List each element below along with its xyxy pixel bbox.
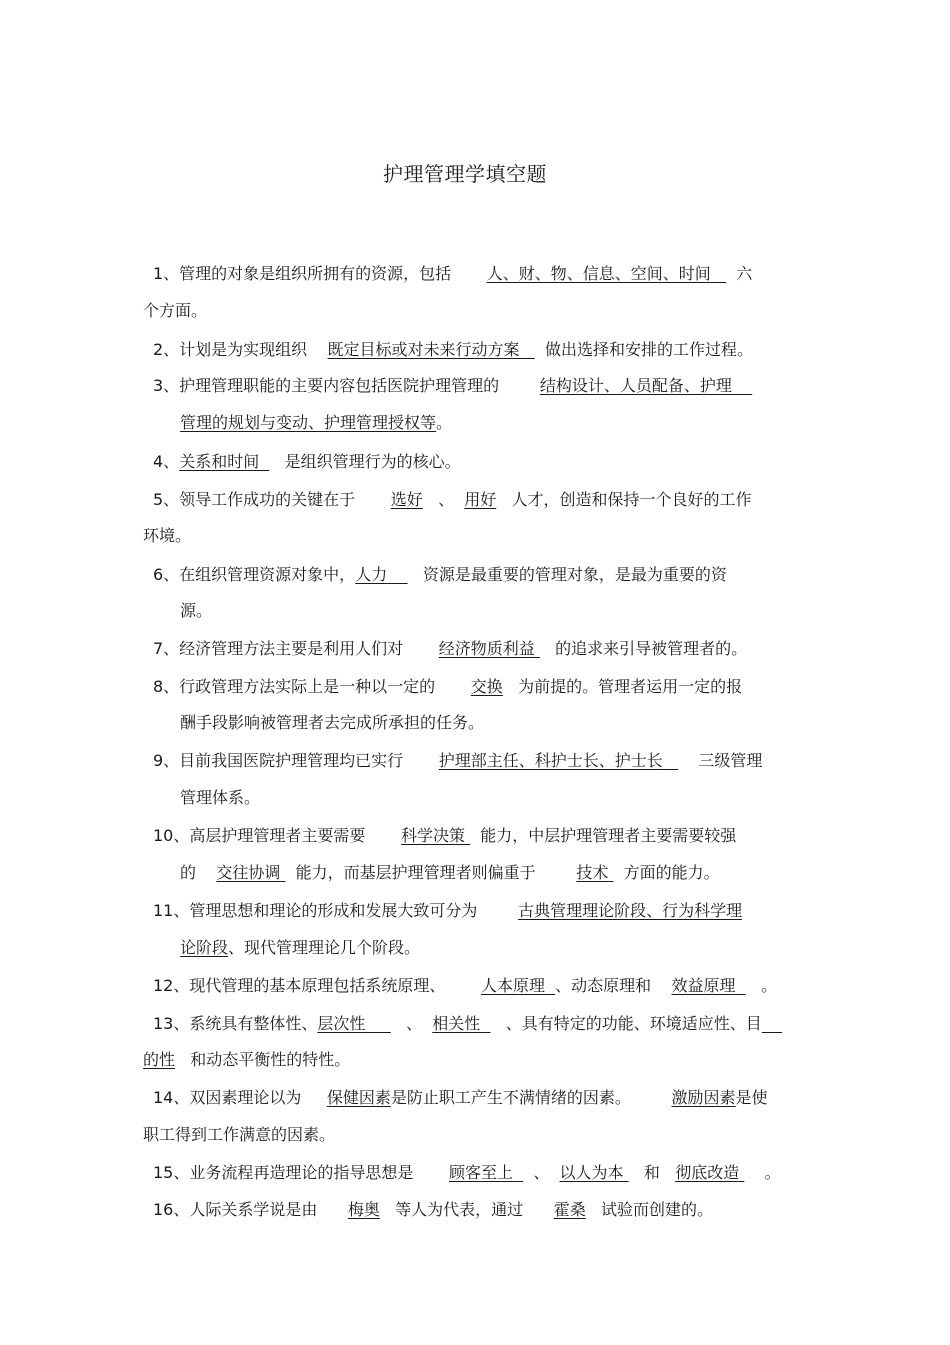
question-3-line-1 <box>153 375 823 397</box>
answer-blank: 论阶段 <box>180 938 229 957</box>
question-text: 方面的能力。 <box>623 863 720 882</box>
answer-blank: 关系和时间 <box>179 452 260 471</box>
question-text: 人才，创造和保持一个良好的工作 <box>511 490 752 509</box>
answer-blank: 技术 <box>576 863 609 882</box>
question-text: 12、现代管理的基本原理包括系统原理、 <box>153 976 446 995</box>
question-text: 六 <box>736 264 753 283</box>
question-text: 试验而创建的。 <box>600 1200 713 1219</box>
question-14-line-2 <box>143 1124 813 1146</box>
answer-blank: 梅奥 <box>347 1200 380 1219</box>
question-text: 和 <box>643 1163 660 1182</box>
question-text: 7、经济管理方法主要是利用人们对 <box>153 639 404 658</box>
page-title: 护理管理学填空题 <box>383 162 547 186</box>
question-text: 是防止职工产生不满情绪的因素。 <box>390 1088 631 1107</box>
question-1-line-1 <box>153 263 823 285</box>
answer-blank: 以人为本 <box>559 1163 624 1182</box>
question-text: 源。 <box>180 601 213 620</box>
answer-blank: 彻底改造 <box>675 1163 740 1182</box>
answer-blank: 效益原理 <box>671 976 736 995</box>
answer-blank: 交往协调 <box>216 863 281 882</box>
question-text: 、具有特定的功能、环境适应性、目 <box>505 1014 762 1033</box>
answer-blank: 科学决策 <box>400 826 465 845</box>
question-text: 10、高层护理管理者主要需要 <box>153 826 366 845</box>
question-text: 4、 <box>153 452 180 471</box>
question-text: 14、双因素理论以为 <box>153 1088 302 1107</box>
question-2-line-1 <box>153 339 823 361</box>
question-text: 。 <box>764 1163 781 1182</box>
answer-blank: 人力 <box>355 565 388 584</box>
question-text: 13、系统具有整体性、 <box>153 1014 318 1033</box>
answer-blank: 管理的规划与变动、护理管理授权等 <box>180 413 437 432</box>
question-text: 是组织管理行为的核心。 <box>284 452 461 471</box>
question-text: 6、在组织管理资源对象中， <box>153 565 356 584</box>
answer-blank: 人、财、物、信息、空间、时间 <box>486 264 711 283</box>
question-6-line-1 <box>153 564 823 586</box>
question-9-line-1 <box>153 750 823 772</box>
question-15-line-1 <box>153 1162 823 1184</box>
question-text: 、动态原理和 <box>555 976 652 995</box>
question-6-line-2 <box>180 600 850 622</box>
question-text: 能力，而基层护理管理者则偏重于 <box>295 863 536 882</box>
question-text: 管理体系。 <box>180 788 261 807</box>
question-12-line-1 <box>153 975 823 997</box>
question-3-line-2 <box>180 412 850 434</box>
question-text: 能力，中层护理管理者主要需要较强 <box>480 826 737 845</box>
answer-blank: 相关性 <box>432 1014 481 1033</box>
question-1-line-2 <box>143 300 813 322</box>
question-text: 为前提的。管理者运用一定的报 <box>518 677 743 696</box>
question-text: 8、行政管理方法实际上是一种以一定的 <box>153 677 436 696</box>
question-9-line-2 <box>180 787 850 809</box>
answer-blank: 激励因素 <box>671 1088 736 1107</box>
question-text: 、 <box>406 1014 423 1033</box>
answer-blank: 交换 <box>470 677 503 696</box>
question-13-line-2 <box>143 1049 813 1071</box>
question-text: 、 <box>438 490 455 509</box>
question-text: 。 <box>760 976 777 995</box>
answer-blank: 古典管理理论阶段、行为科学理 <box>518 901 743 920</box>
answer-blank: 霍桑 <box>553 1200 586 1219</box>
question-13-line-1 <box>153 1013 823 1035</box>
question-10-line-2 <box>180 862 850 884</box>
question-text: 9、目前我国医院护理管理均已实行 <box>153 751 404 770</box>
question-text: 2、计划是为实现组织 <box>153 340 308 359</box>
answer-blank: 护理部主任、科护士长、护士长 <box>438 751 663 770</box>
question-text: 5、领导工作成功的关键在于 <box>153 490 356 509</box>
question-5-line-1 <box>153 489 823 511</box>
question-text: 3、护理管理职能的主要内容包括医院护理管理的 <box>153 376 500 395</box>
answer-blank: 选好 <box>390 490 423 509</box>
question-16-line-1 <box>153 1199 823 1221</box>
question-text: 和动态平衡性的特性。 <box>190 1050 351 1069</box>
question-text: 、现代管理理论几个阶段。 <box>228 938 421 957</box>
question-11-line-2 <box>180 937 850 959</box>
question-text: 酬手段影响被管理者去完成所承担的任务。 <box>180 713 485 732</box>
question-8-line-1 <box>153 676 823 698</box>
question-text: 、 <box>533 1163 550 1182</box>
question-text: 三级管理 <box>698 751 763 770</box>
answer-blank: 顾客至上 <box>448 1163 513 1182</box>
answer-blank: 的性 <box>143 1050 176 1069</box>
question-text: 的 <box>180 863 197 882</box>
question-text: 个方面。 <box>143 301 208 320</box>
answer-blank: 结构设计、人员配备、护理 <box>539 376 732 395</box>
question-text: 16、人际关系学说是由 <box>153 1200 318 1219</box>
answer-blank: 保健因素 <box>326 1088 391 1107</box>
question-text: 资源是最重要的管理对象，是最为重要的资 <box>422 565 727 584</box>
question-4-line-1 <box>153 451 823 473</box>
answer-blank: 用好 <box>464 490 497 509</box>
question-8-line-2 <box>180 712 850 734</box>
question-text: 。 <box>436 413 453 432</box>
question-14-line-1 <box>153 1087 823 1109</box>
answer-blank: 层次性 <box>317 1014 366 1033</box>
answer-blank: 既定目标或对未来行动方案 <box>327 340 520 359</box>
question-text: 15、业务流程再造理论的指导思想是 <box>153 1163 414 1182</box>
question-text: 环境。 <box>143 526 192 545</box>
question-text: 做出选择和安排的工作过程。 <box>544 340 753 359</box>
question-5-line-2 <box>143 525 813 547</box>
answer-blank: 人本原理 <box>480 976 545 995</box>
question-11-line-1 <box>153 900 823 922</box>
question-text: 1、管理的对象是组织所拥有的资源，包括 <box>153 264 452 283</box>
answer-blank: 经济物质利益 <box>438 639 535 658</box>
question-text: 是使 <box>735 1088 768 1107</box>
question-text: 职工得到工作满意的因素。 <box>143 1125 336 1144</box>
question-text: 11、管理思想和理论的形成和发展大致可分为 <box>153 901 478 920</box>
question-text: 的追求来引导被管理者的。 <box>555 639 748 658</box>
question-10-line-1 <box>153 825 823 847</box>
question-7-line-1 <box>153 638 823 660</box>
question-text: 等人为代表，通过 <box>395 1200 524 1219</box>
